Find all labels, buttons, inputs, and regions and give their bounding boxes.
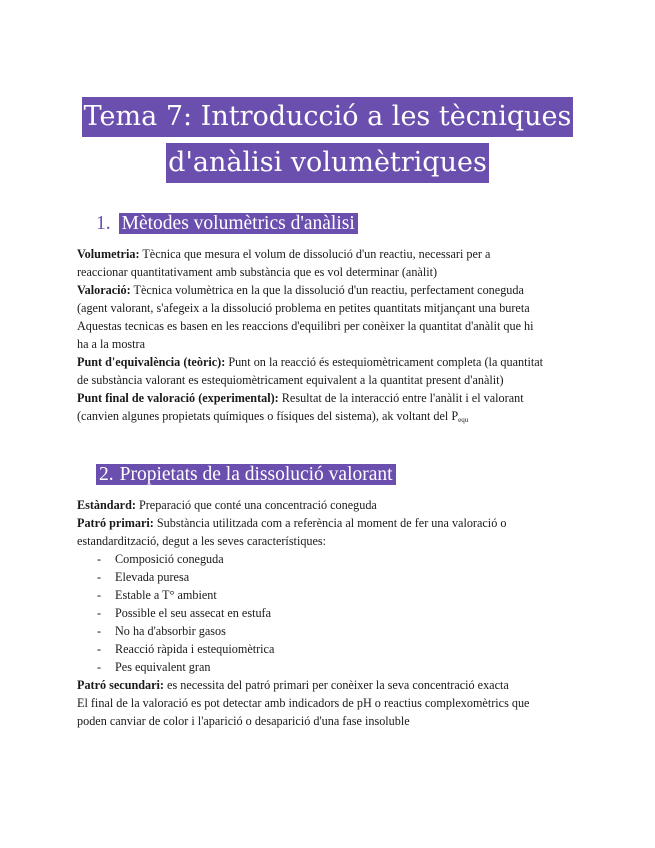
equivalencia-line-1: Punt d'equivalència (teòric): Punt on la reacció és estequiomètricament completa (la quantitat — [77, 355, 544, 369]
section-1-body — [77, 245, 597, 429]
section-2-body — [77, 496, 597, 730]
list-item: - Possible el seu assecat en estufa — [77, 604, 597, 622]
section-1-number: 1. — [96, 213, 111, 234]
volumetria-term: Volumetria: — [77, 247, 140, 261]
valoracio-line-2: (agent valorant, s'afegeix a la dissolució problema en petites quantitats mitjançant una bureta — [77, 301, 530, 315]
list-item: - Elevada puresa — [77, 568, 597, 586]
p-equ-subscript: equ — [458, 416, 469, 424]
volumetria-line-1: Volumetria: Tècnica que mesura el volum de dissolució d'un reactiu, necessari per a — [77, 247, 491, 261]
valoracio-line-1: Valoració: Tècnica volumètrica en la que la dissolució d'un reactiu, perfectament coneguda — [77, 283, 524, 297]
estandard-term: Estàndard: — [77, 498, 136, 512]
patro-primari-line-1: Patró primari: Substància utilitzada com a referència al moment de fer una valoració o — [77, 516, 507, 530]
page-title — [0, 97, 655, 189]
tecniques-line-1: Aquestas tecnicas es basen en les reaccions d'equilibri per conèixer la quantitat d'anàlit que hi — [77, 319, 534, 333]
final-valoracio-line-2: poden canviar de color i l'aparició o desaparició d'una fase insoluble — [77, 714, 410, 728]
title-line-2: d'anàlisi volumètriques — [166, 143, 489, 183]
list-item: - No ha d'absorbir gasos — [77, 622, 597, 640]
section-2-title: Propietats de la dissolució valorant — [117, 464, 396, 485]
list-item: - Pes equivalent gran — [77, 658, 597, 676]
section-1-heading — [96, 212, 358, 236]
patro-secundari-term: Patró secundari: — [77, 678, 164, 692]
equivalencia-line-2: de substància valorant es estequiomètricament equivalent a la quantitat present d'anàlit) — [77, 373, 504, 387]
patro-primari-line-2: estandardització, degut a les seves característiques: — [77, 534, 327, 548]
final-valoracio-line-1: El final de la valoració es pot detectar amb indicadors de pH o reactius complexomètrics que — [77, 696, 530, 710]
patro-secundari-line: Patró secundari: es necessita del patró primari per conèixer la seva concentració exacta — [77, 678, 509, 692]
patro-primari-term: Patró primari: — [77, 516, 154, 530]
punt-final-term: Punt final de valoració (experimental): — [77, 391, 279, 405]
punt-final-line-2: (canvien algunes propietats químiques o físiques del sistema), ak voltant del $P_{equ}$ — [77, 409, 469, 424]
section-2-number: 2. — [96, 464, 117, 485]
section-2-heading — [96, 463, 396, 487]
characteristics-list — [77, 550, 597, 676]
title-line-1: Tema 7: Introducció a les tècniques — [82, 97, 574, 137]
section-1-title: Mètodes volumètrics d'anàlisi — [119, 213, 358, 234]
valoracio-term: Valoració: — [77, 283, 131, 297]
list-item: - Composició coneguda — [77, 550, 597, 568]
list-item: - Reacció ràpida i estequiomètrica — [77, 640, 597, 658]
punt-final-line-1: Punt final de valoració (experimental): Resultat de la interacció entre l'anàlit i el valorant — [77, 391, 524, 405]
estandard-line: Estàndard: Preparació que conté una concentració coneguda — [77, 498, 377, 512]
equivalencia-term: Punt d'equivalència (teòric): — [77, 355, 226, 369]
volumetria-line-2: reaccionar quantitativament amb substància que es vol determinar (anàlit) — [77, 265, 438, 279]
tecniques-line-2: ha a la mostra — [77, 337, 146, 351]
list-item: - Estable a T° ambient — [77, 586, 597, 604]
